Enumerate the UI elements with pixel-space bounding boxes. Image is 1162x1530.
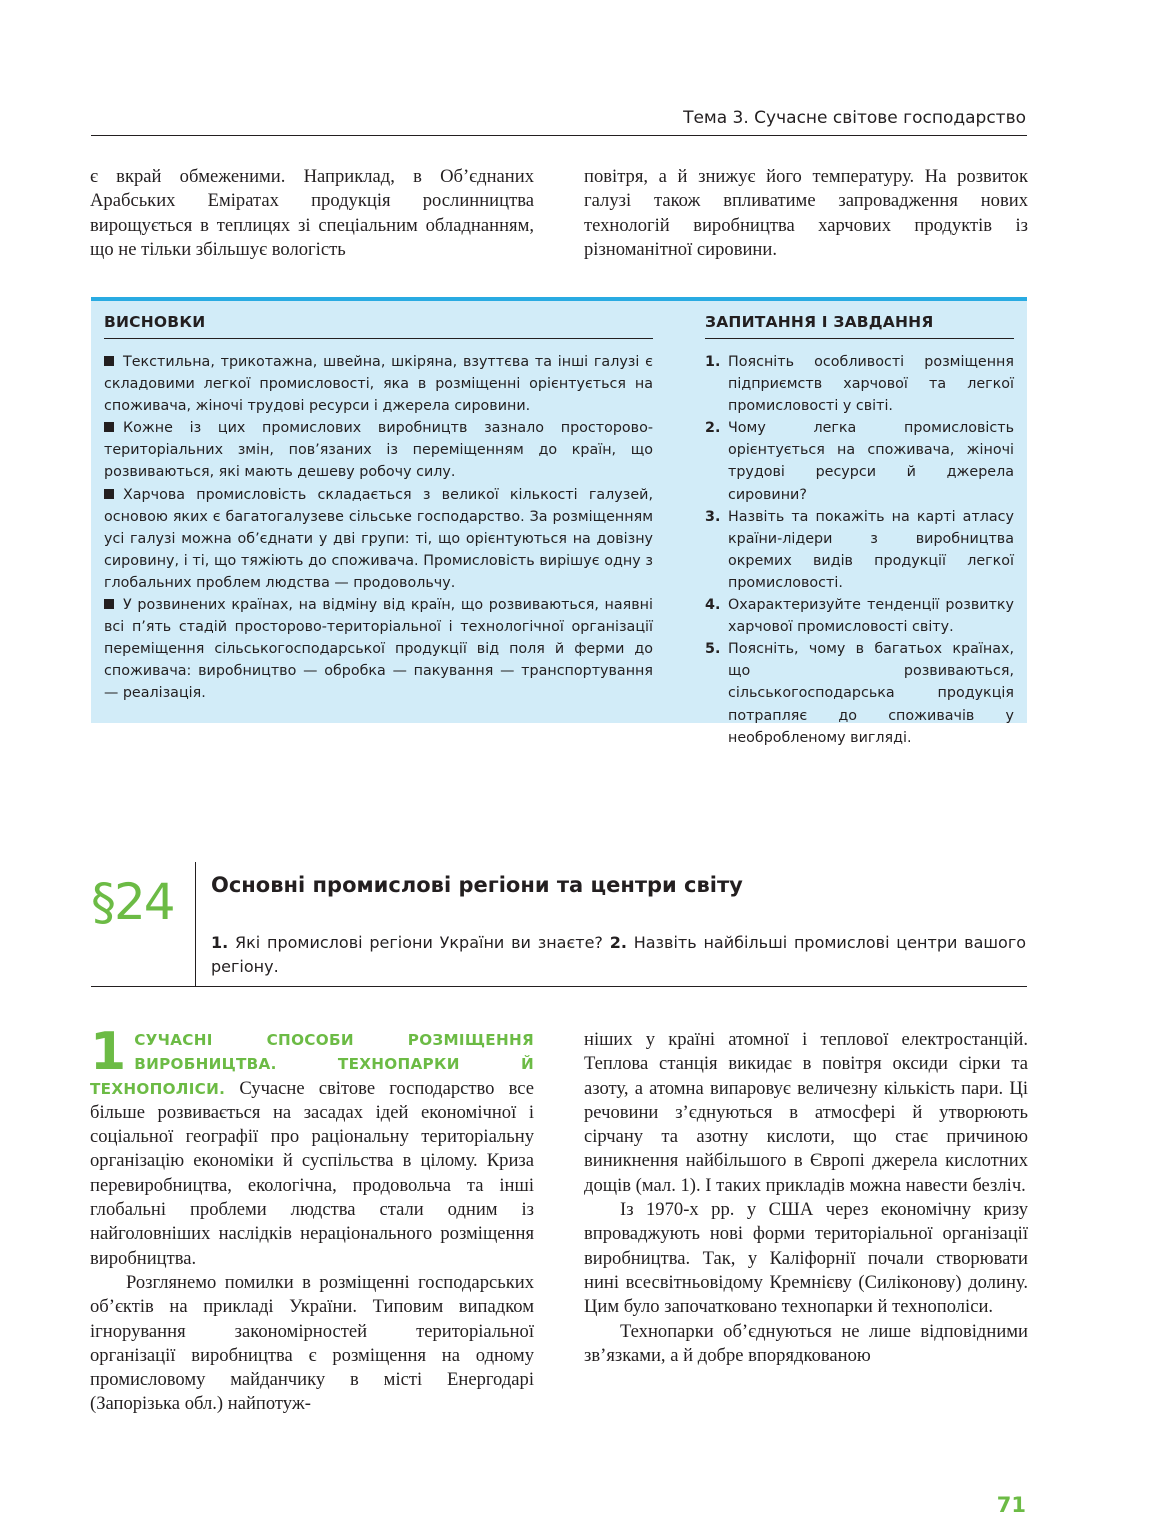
- square-bullet-icon: [104, 599, 114, 609]
- body-paragraph: Із 1970-х рр. у США через економічну кризу впроваджують нові форми територіальної організації виробництва. Так, у Каліфорнії почали створювати нині всесвітньовідому Кремнієву (Силіконову) долину. Цим було започатковано технопарки й технополіси.: [584, 1199, 1028, 1318]
- questions-rule: [705, 338, 1014, 339]
- body-paragraph: [90, 1022, 534, 1271]
- running-head: Тема 3. Сучасне світове господарство: [683, 108, 1026, 128]
- section-q1-text: Які промислові регіони України ви знаєте?: [228, 933, 610, 952]
- drop-number: 1: [90, 1022, 127, 1082]
- body-paragraph: ніших у країні атомної і теплової електростанцій. Теплова станція викидає в повітря оксиди сірки та азоту, а атомна випаровує величезну кількість пари. Ці речовини з’єднуються в атмосфері й утворюють сірчану та азотну кислоти, що стає причиною виникнення найбільшого в Європі джерела кислотних дощів (мал. 1). І таких прикладів можна навести безліч.: [584, 1029, 1028, 1196]
- section-q1-number: 1.: [211, 933, 229, 952]
- question-text: Поясніть, чому в багатьох країнах, що розвиваються, сільськогосподарська продукція потрапляє до споживачів у необробленому вигляді.: [728, 641, 1014, 746]
- header-rule: [91, 135, 1027, 136]
- conclusion-text: Кожне із цих промислових виробництв зазнало просторово-територіальних змін, пов’язаних із переміщенням до країн, що розвиваються, які мають дешеву робочу силу.: [104, 420, 653, 481]
- square-bullet-icon: [104, 422, 114, 432]
- intro-left-column: [90, 165, 534, 262]
- question-number: 5.: [705, 641, 721, 658]
- summary-box: [91, 297, 1027, 746]
- conclusion-item: [104, 594, 653, 704]
- conclusions-title: ВИСНОВКИ: [104, 313, 206, 331]
- body-right-column: [584, 1028, 1028, 1368]
- lead-heading: СУЧАСНІ СПОСОБИ РОЗМІЩЕННЯ ВИРОБНИЦТВА. ТЕХНОПАРКИ Й ТЕХНОПОЛІСИ.: [90, 1031, 534, 1098]
- question-text: Чому легка промисловість орієнтується на споживача, жіночі трудові ресурси й джерела сировини?: [728, 420, 1014, 503]
- square-bullet-icon: [104, 489, 114, 499]
- section-divider: [195, 862, 196, 986]
- question-number: 4.: [705, 597, 721, 614]
- conclusions-list: [104, 351, 653, 705]
- conclusion-text: Харчова промисловість складається з великої кількості галузей, основою яких є багатогалузеве сільське господарство. За розміщенням усі галузі можна об’єднати у дві групи: ті, що орієнтуються на довізну сировину, і ті, що тяжіють до споживача. Промисловість вирішує одну з глобальних проблем людства — продовольчу.: [104, 486, 653, 591]
- section-questions: [211, 931, 1026, 979]
- body-paragraph: Технопарки об’єднуються не лише відповідними зв’язками, а й добре впорядкованою: [584, 1320, 1028, 1366]
- intro-left-text: є вкрай обмеженими. Наприклад, в Об’єднаних Арабських Еміратах продукція рослинництва вирощується в теплицях зі спеціальним обладнанням, що не тільки збільшує вологість: [90, 166, 534, 260]
- conclusion-text: Текстильна, трикотажна, швейна, шкіряна, взуттєва та інші галузі є складовими легкої промисловості, яка в розміщенні орієнтується на споживача, жіночі трудові ресурси і джерела сировини.: [104, 354, 653, 415]
- question-item: [705, 506, 1014, 594]
- question-item: [705, 638, 1014, 748]
- question-item: [705, 594, 1014, 638]
- section-q2-text: Назвіть найбільші промислові центри вашого регіону.: [211, 933, 1027, 976]
- question-number: 2.: [705, 420, 721, 437]
- body-left-column: [90, 1022, 534, 1417]
- section-q2-number: 2.: [609, 933, 627, 952]
- intro-right-column: [584, 165, 1028, 262]
- square-bullet-icon: [104, 356, 114, 366]
- conclusion-item: [104, 484, 653, 594]
- question-item: [705, 351, 1014, 417]
- conclusion-text: У розвинених країнах, на відміну від країн, що розвиваються, наявні всі п’ять стадій просторово-територіальної і технологічної організації переміщення сільськогосподарської продукції від поля й ферми до споживача: виробництво — обробка — пакування — транспортування — реалізація.: [104, 597, 653, 702]
- question-number: 3.: [705, 508, 721, 525]
- conclusion-item: [104, 417, 653, 483]
- intro-right-text: повітря, а й знижує його температуру. На розвиток галузі також впливатиме запровадження нових технологій виробництва харчових продуктів із різноманітної сировини.: [584, 166, 1028, 260]
- paragraph-text: Сучасне світове господарство все більше розвивається на засадах ідей економічної і соціальної географії про раціональну територіальну організацію економіки й суспільства в цілому. Криза перевиробництва, екологічна, продовольча та інші глобальні проблеми людства стали одним із найголовніших наслідків нераціонального розміщення виробництва.: [90, 1077, 534, 1269]
- question-number: 1.: [705, 354, 721, 370]
- page-number: 71: [996, 1493, 1026, 1517]
- question-text: Поясніть особливості розміщення підприємств харчової та легкої промисловості у світі.: [728, 354, 1014, 415]
- question-item: [705, 417, 1014, 505]
- question-text: Назвіть та покажіть на карті атласу країни-лідери з виробництва окремих видів продукції легкої промисловості.: [728, 508, 1014, 591]
- question-text: Охарактеризуйте тенденції розвитку харчової промисловості світу.: [728, 597, 1014, 636]
- questions-title: ЗАПИТАННЯ І ЗАВДАННЯ: [705, 313, 934, 331]
- conclusions-rule: [104, 338, 653, 339]
- section-title: Основні промислові регіони та центри світу: [211, 873, 743, 897]
- conclusion-item: [104, 351, 653, 417]
- questions-list: [705, 351, 1014, 749]
- body-paragraph: Розглянемо помилки в розміщенні господарських об’єктів на прикладі України. Типовим випадком ігнорування закономірностей територіальної організації виробництва є розміщення на одному промисловому майданчику в місті Енергодарі (Запорізька обл.) найпотуж-: [90, 1271, 534, 1415]
- section-number: §24: [91, 873, 174, 931]
- section-rule: [91, 986, 1027, 987]
